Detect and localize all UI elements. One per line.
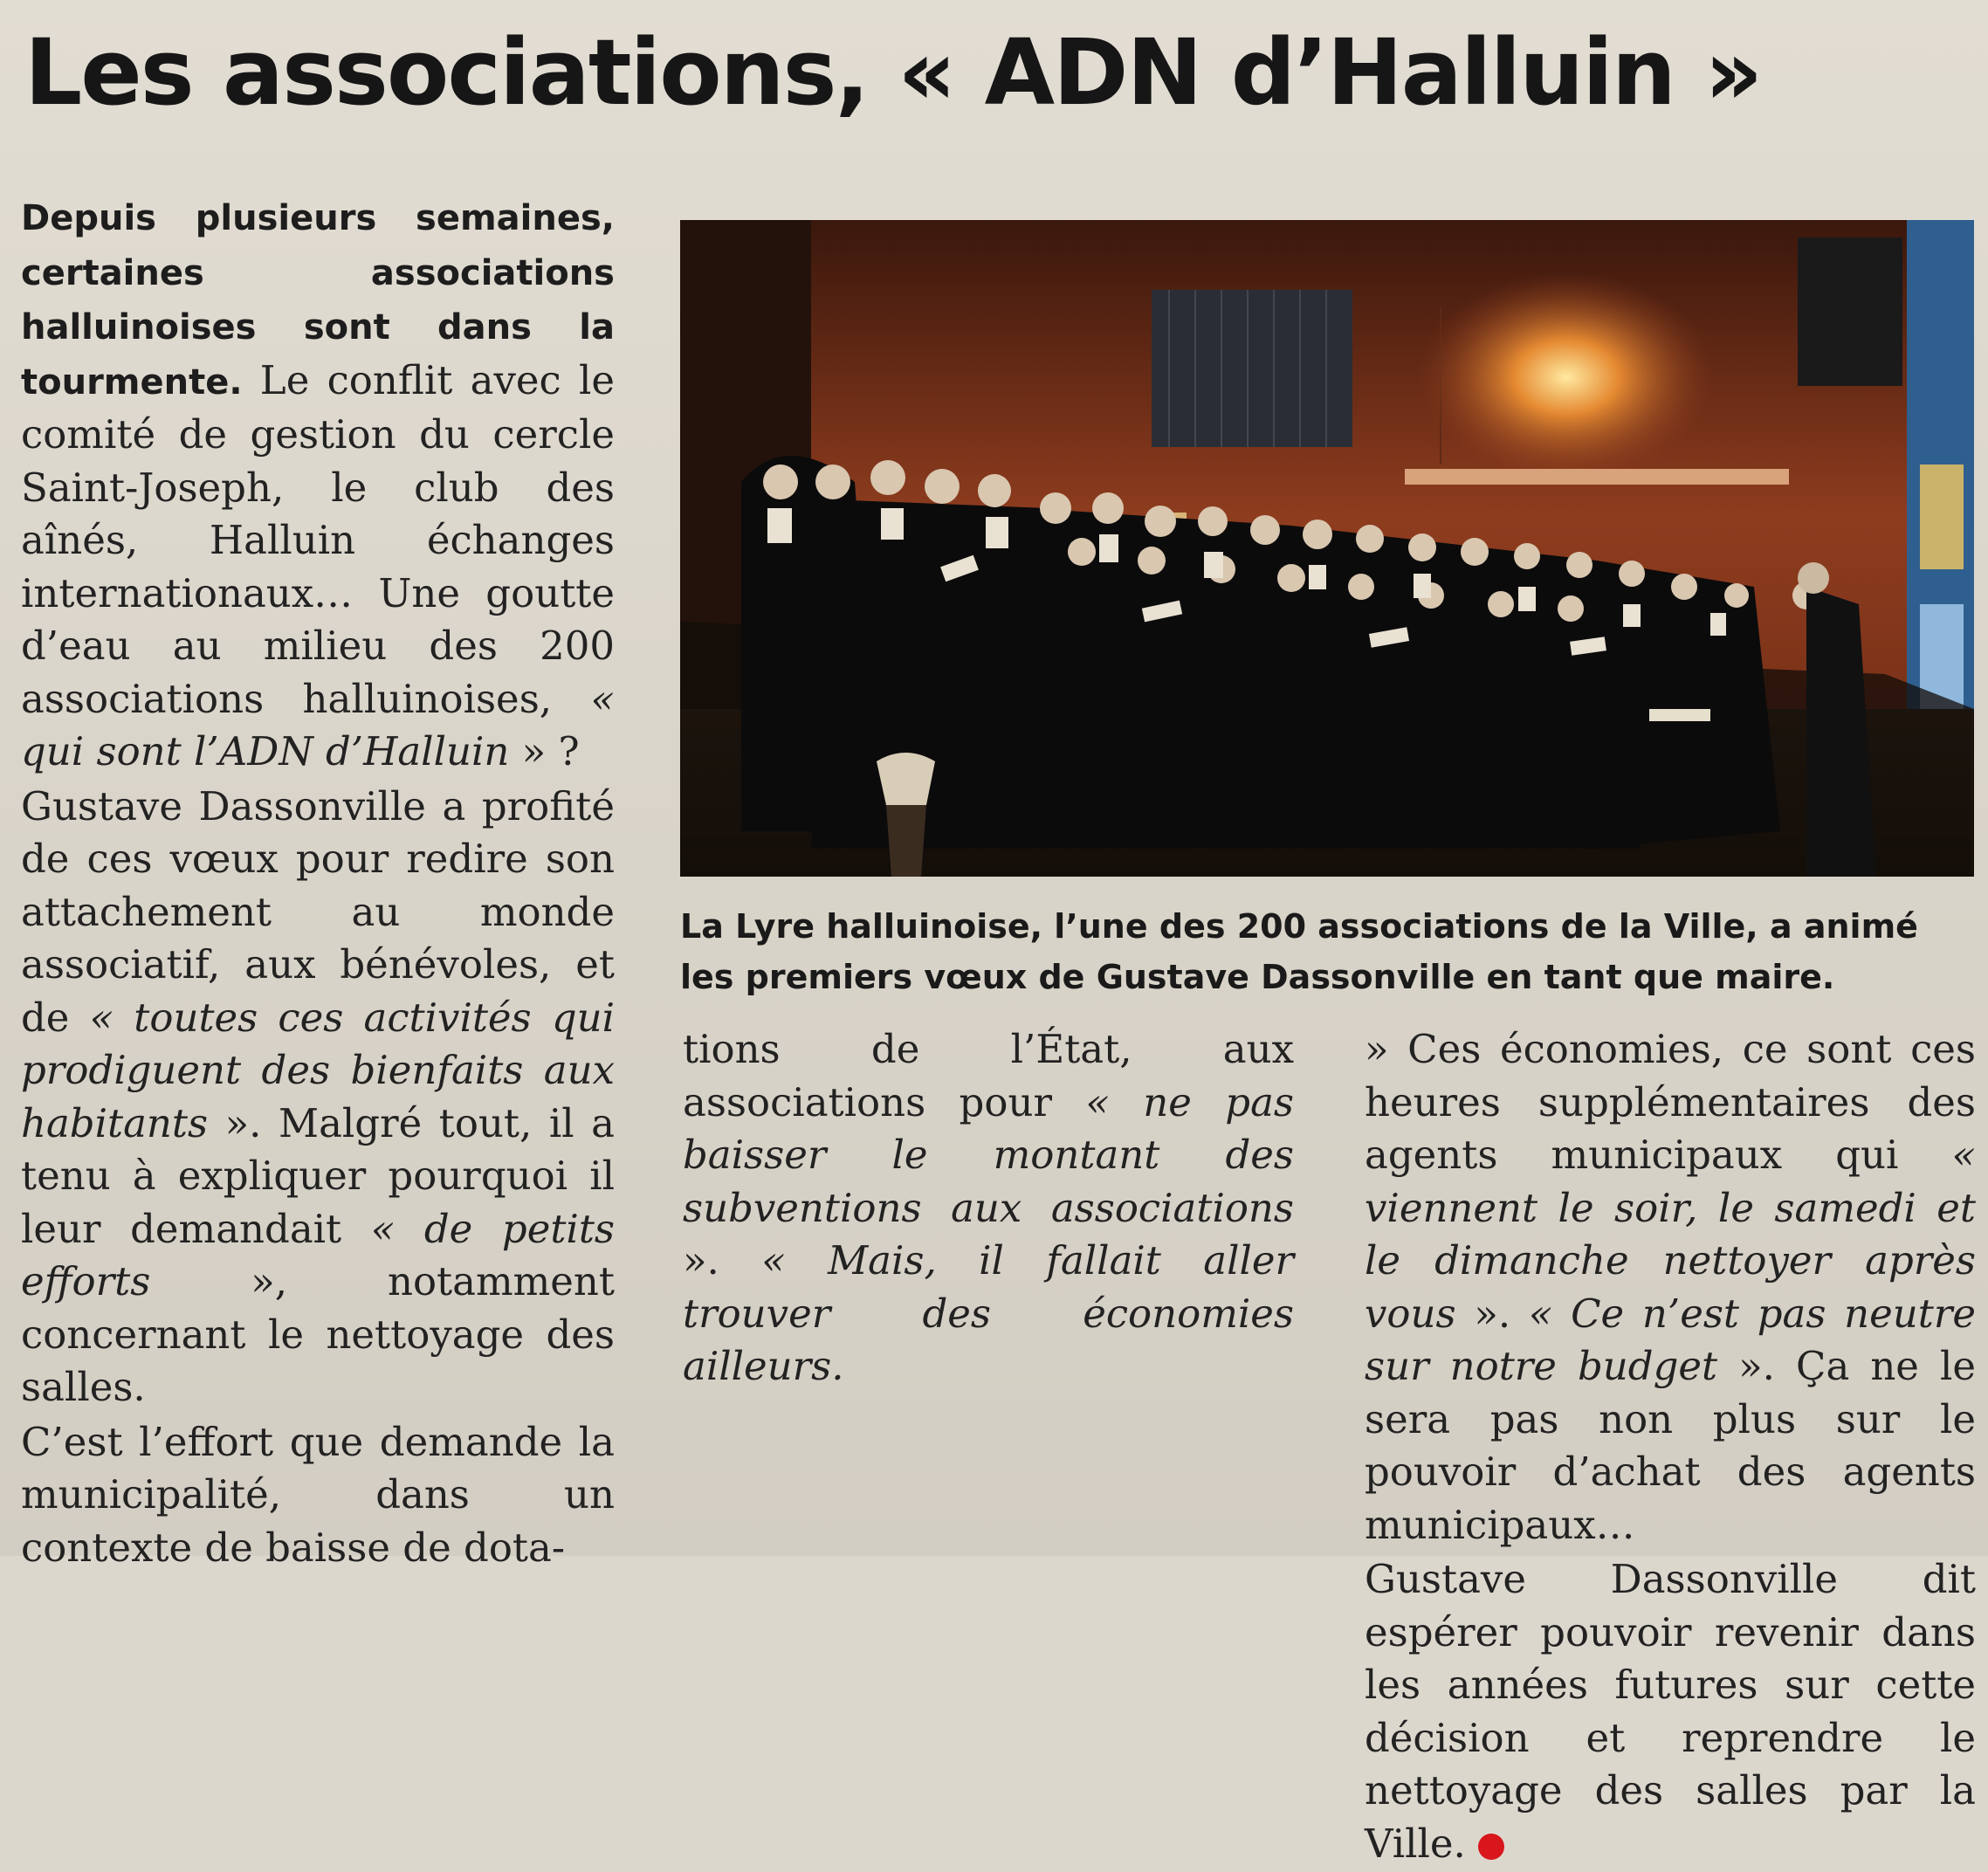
choir-photo-image — [680, 220, 1974, 877]
article-column-2 — [683, 1023, 1294, 1395]
headline: Les associations, « ADN d’Halluin » — [24, 19, 1762, 126]
lede: Depuis plusieurs semaines, certaines associations halluinoises sont dans la tourmente. — [21, 198, 615, 403]
article-column-1 — [21, 190, 615, 1576]
p4-text-c: » Ces économies, ce sont ces heures supplémentaires des agents municipaux qui — [1365, 1026, 1976, 1178]
photo-caption: La Lyre halluinoise, l’une des 200 associations de la Ville, a animé les premiers vœux de Gustave Dassonville en tant que maire. — [680, 907, 1918, 996]
p4-quote-1: « ne pas baisser le montant des subventions aux associations — [683, 1078, 1294, 1231]
p4-quote-2: « Mais, il fallait aller trouver des économies ailleurs. — [683, 1237, 1294, 1389]
article-column-3 — [1365, 1023, 1976, 1872]
paragraph-2 — [21, 781, 615, 1414]
p4-quote-3: « viennent le soir, le samedi et le dimanche nettoyer après vous — [1365, 1132, 1976, 1337]
p2-text-b: ». Malgré tout, il a tenu à expliquer pourquoi il leur demandait — [21, 1099, 615, 1252]
p5-text: Gustave Dassonville dit espérer pouvoir revenir dans les années futures sur cette décision et reprendre le nettoyage des salles par la Ville. — [1365, 1556, 1976, 1867]
p4-quote-4: « Ce n’est pas neutre sur notre budget — [1365, 1290, 1976, 1389]
paragraph-3 — [21, 1416, 615, 1575]
p3-text: C’est l’effort que demande la municipalité, dans un contexte de baisse de dota- — [21, 1418, 615, 1571]
p2-text-a: Gustave Dassonville a profité de ces vœux pour redire son attachement au monde associatif, aux bénévoles, et de — [21, 782, 615, 1041]
paragraph-1 — [21, 190, 615, 779]
p1-quote: « qui sont l’ADN d’Halluin — [21, 675, 615, 774]
choir-photo — [680, 220, 1974, 877]
p2-quote-2: « de petits efforts — [21, 1205, 616, 1304]
end-of-article-marker — [1478, 1834, 1504, 1860]
paragraph-4 — [683, 1023, 1294, 1394]
p4-text-e: ». Ça ne le sera pas non plus sur le pouvoir d’achat des agents municipaux… — [1365, 1343, 1977, 1548]
p4-text-b: ». — [683, 1237, 762, 1284]
p2-text-c: », notamment concernant le nettoyage des salles. — [21, 1258, 615, 1410]
p2-quote-1: « toutes ces activités qui prodiguent des bienfaits aux habitants — [21, 994, 615, 1146]
paragraph-5 — [1365, 1553, 1976, 1870]
p1-text-a: Le conflit avec le comité de gestion du cercle Saint-Joseph, le club des aînés, Halluin échanges internationaux… Une goutte d’eau au milieu des 200 associations halluinoises, — [21, 356, 615, 722]
p4-text-d: ». — [1455, 1290, 1529, 1337]
paragraph-4-continued — [1365, 1023, 1976, 1552]
p1-text-b: » ? — [509, 728, 580, 774]
p4-text-a: tions de l’État, aux associations pour — [683, 1026, 1294, 1125]
